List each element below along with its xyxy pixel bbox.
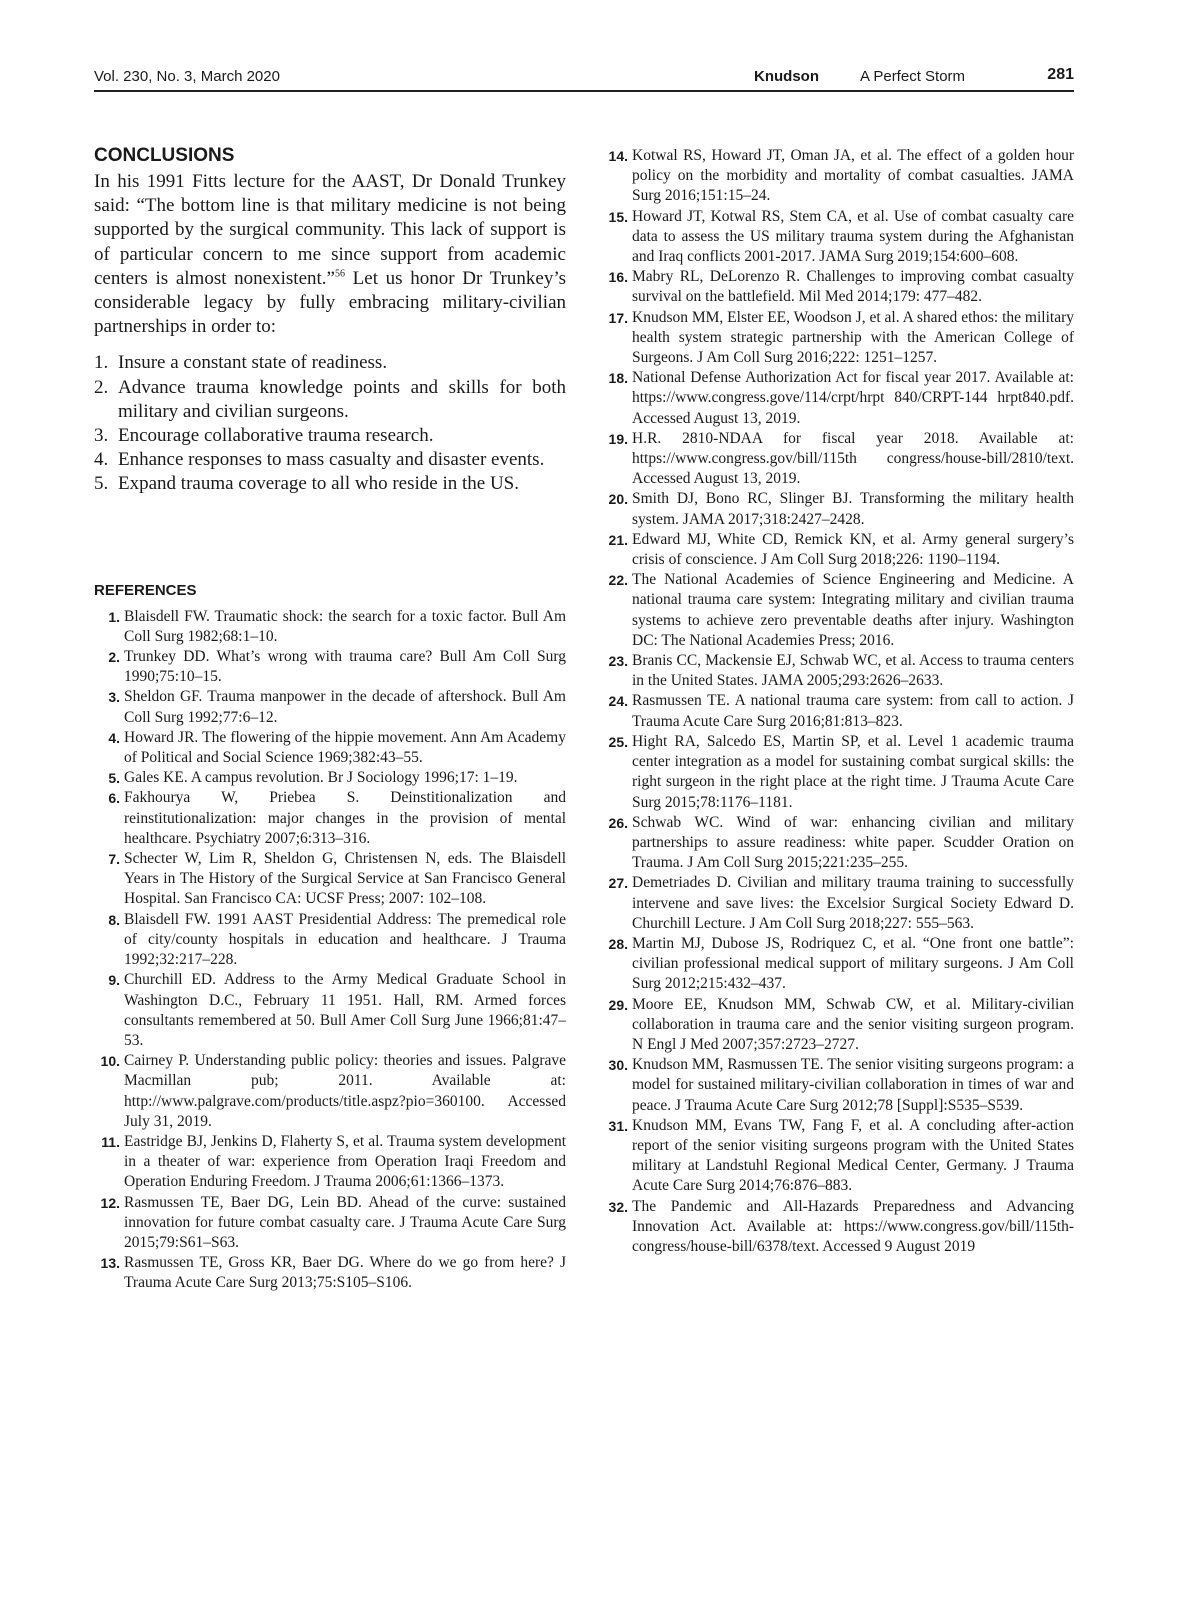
reference-text: Kotwal RS, Howard JT, Oman JA, et al. The effect of a golden hour policy on the morbidity and mortality of combat casualties. JAMA Surg 2016;151:15–24. — [632, 147, 1074, 205]
conclusion-item: 2. Advance trauma knowledge points and skills for both military and civilian surgeons. — [94, 376, 566, 422]
reference-number: 26. — [608, 814, 628, 831]
reference-number: 23. — [608, 653, 628, 670]
reference-item — [602, 1197, 1074, 1258]
reference-item — [94, 1132, 566, 1193]
reference-number: 12. — [100, 1194, 120, 1211]
reference-text: Sheldon GF. Trauma manpower in the decade of aftershock. Bull Am Coll Surg 1992;77:6–12. — [124, 688, 566, 726]
reference-text: Howard JT, Kotwal RS, Stem CA, et al. Use of combat casualty care data to assess the US military trauma system during the Afghanistan and Iraq conflicts 2001-2017. JAMA Surg 2019;154:600–608. — [632, 207, 1074, 266]
conclusions-heading: CONCLUSIONS — [94, 145, 235, 166]
reference-number: 30. — [608, 1057, 628, 1074]
reference-text: Gales KE. A campus revolution. Br J Sociology 1996;17: 1–19. — [124, 769, 518, 787]
reference-text: Rasmussen TE, Gross KR, Baer DG. Where do we go from here? J Trauma Acute Care Surg 2013;75:S105–S106. — [124, 1254, 566, 1292]
reference-number: 15. — [608, 208, 628, 225]
reference-item — [94, 728, 566, 768]
reference-item — [602, 429, 1074, 490]
reference-text: Trunkey DD. What’s wrong with trauma care? Bull Am Coll Surg 1990;75:10–15. — [124, 648, 566, 686]
page-number: 281 — [1047, 66, 1074, 83]
reference-text: Martin MJ, Dubose JS, Rodriquez C, et al. “One front one battle”: civilian professional medical support of military surgeons. J Am Coll Surg 2012;215:432–437. — [632, 934, 1074, 993]
reference-text: Hight RA, Salcedo ES, Martin SP, et al. Level 1 academic trauma center integration as a model for sustaining combat surgical skills: the right surgeon in the right place at the right time. J Trauma Acute Care Surg 2015;78:1176–1181. — [632, 732, 1074, 811]
reference-number: 22. — [608, 572, 628, 589]
conclusion-item: 3. Encourage collaborative trauma research. — [94, 425, 434, 447]
reference-number: 31. — [608, 1117, 628, 1134]
reference-number: 25. — [608, 733, 628, 750]
reference-number: 8. — [108, 911, 120, 928]
reference-text: Blaisdell FW. 1991 AAST Presidential Address: The premedical role of city/county hospitals in education and healthcare. J Trauma 1992;32:217–228. — [124, 910, 566, 969]
conclusion-item: 5. Expand trauma coverage to all who reside in the US. — [94, 473, 519, 495]
reference-item — [602, 308, 1074, 369]
reference-number: 10. — [100, 1053, 120, 1070]
reference-number: 18. — [608, 370, 628, 387]
reference-item — [94, 849, 566, 910]
journal-issue: Vol. 230, No. 3, March 2020 — [94, 68, 280, 85]
conclusions-list — [94, 351, 566, 496]
reference-number: 1. — [108, 608, 120, 625]
reference-item — [602, 146, 1074, 207]
reference-number: 6. — [108, 790, 120, 807]
reference-item — [94, 768, 566, 788]
reference-item — [602, 732, 1074, 813]
reference-item — [94, 1051, 566, 1132]
reference-number: 17. — [608, 309, 628, 326]
reference-number: 14. — [608, 148, 628, 164]
running-title: A Perfect Storm — [860, 68, 966, 85]
references-list-left — [94, 607, 566, 1294]
reference-number: 9. — [108, 972, 120, 989]
reference-number: 7. — [108, 851, 120, 868]
reference-number: 13. — [100, 1255, 120, 1272]
reference-number: 2. — [108, 649, 120, 666]
left-column — [94, 144, 566, 1294]
reference-number: 32. — [608, 1198, 628, 1215]
reference-item — [602, 1116, 1074, 1197]
reference-number: 29. — [608, 996, 628, 1013]
reference-number: 16. — [608, 269, 628, 286]
reference-number: 21. — [608, 531, 628, 548]
references-heading: REFERENCES — [94, 581, 197, 599]
reference-text: Mabry RL, DeLorenzo R. Challenges to improving combat casualty survival on the battlefield. Mil Med 2014;179: 477–482. — [632, 268, 1074, 306]
reference-text: Churchill ED. Address to the Army Medical Graduate School in Washington D.C., February 11 1951. Hall, RM. Armed forces consultants remembered at 50. Bull Amer Coll Surg June 1966;81:47–53. — [124, 971, 566, 1049]
reference-text: Blaisdell FW. Traumatic shock: the search for a toxic factor. Bull Am Coll Surg 1982;68:1–10. — [124, 607, 566, 645]
conclusions-paragraph — [94, 170, 566, 339]
reference-text: The National Academies of Science Engineering and Medicine. A national trauma care system: Integrating military and civilian trauma systems to achieve zero preventable deaths after injury. Washington DC: The National Academies Press; 2016. — [632, 571, 1074, 649]
references-list-right — [602, 146, 1074, 1257]
reference-item — [602, 570, 1074, 651]
conclusion-item: 4. Enhance responses to mass casualty and disaster events. — [94, 449, 545, 471]
reference-item — [602, 651, 1074, 691]
reference-text: Cairney P. Understanding public policy: theories and issues. Palgrave Macmillan pub; 2011. Available at: http://www.palgrave.com/products/title.aspz?pio=360100. Accessed July 31, 2019. — [124, 1052, 566, 1130]
reference-item — [94, 1193, 566, 1254]
right-column — [602, 146, 1074, 1257]
reference-item — [94, 1253, 566, 1293]
reference-number: 4. — [108, 729, 120, 746]
conclusions-text-before: In his 1991 Fitts lecture for the AAST, Dr Donald Trunkey said: “The bottom line is that military medicine is not being supported by the surgical community. This lack of support is of particular concern to me since support from academic centers is almost nonexistent.” — [94, 171, 566, 289]
reference-text: National Defense Authorization Act for fiscal year 2017. Available at: https://www.congress.gove/114/crpt/hrpt 840/CRPT-144 hrpt840.pdf. Accessed August 13, 2019. — [632, 369, 1074, 427]
reference-item — [94, 647, 566, 687]
reference-number: 5. — [108, 770, 120, 787]
reference-text: Smith DJ, Bono RC, Slinger BJ. Transforming the military health system. JAMA 2017;318:2427–2428. — [632, 490, 1074, 528]
reference-text: Eastridge BJ, Jenkins D, Flaherty S, et al. Trauma system development in a theater of war: experience from Operation Iraqi Freedom and Operation Enduring Freedom. J Trauma 2006;61:1366–1373. — [124, 1132, 566, 1191]
conclusions-text-after: Let us honor Dr Trunkey’s considerable legacy by fully embracing military-civilian partnerships in order to: — [94, 267, 566, 338]
reference-item — [602, 1055, 1074, 1116]
citation-superscript: 56 — [334, 268, 345, 280]
reference-number: 27. — [608, 875, 628, 892]
reference-item — [94, 970, 566, 1051]
reference-text: Moore EE, Knudson MM, Schwab CW, et al. Military-civilian collaboration in trauma care and the senior visiting surgeon program. N Engl J Med 2007;357:2723–2727. — [632, 995, 1074, 1053]
reference-number: 3. — [108, 689, 120, 706]
reference-text: Howard JR. The flowering of the hippie movement. Ann Am Academy of Political and Social Science 1969;382:43–55. — [124, 728, 566, 767]
reference-item — [602, 368, 1074, 429]
reference-item — [602, 873, 1074, 934]
reference-text: Rasmussen TE, Baer DG, Lein BD. Ahead of the curve: sustained innovation for future combat casualty care. J Trauma Acute Care Surg 2015;79:S61–S63. — [124, 1193, 566, 1251]
reference-item — [602, 691, 1074, 731]
reference-text: The Pandemic and All-Hazards Preparedness and Advancing Innovation Act. Available at: https://www.congress.gov/bill/115th-congress/house-bill/6378/text. Accessed 9 August 2019 — [632, 1197, 1074, 1255]
reference-item — [602, 813, 1074, 874]
reference-text: Fakhourya W, Priebea S. Deinstitionalization and reinstitutionalization: major changes in the provision of mental healthcare. Psychiatry 2007;6:313–316. — [124, 789, 566, 847]
reference-item — [602, 934, 1074, 995]
reference-item — [602, 530, 1074, 570]
running-author: Knudson — [754, 68, 819, 85]
reference-number: 24. — [608, 693, 628, 710]
reference-text: Knudson MM, Rasmussen TE. The senior visiting surgeons program: a model for sustained military-civilian collaboration in times of war and peace. J Trauma Acute Care Surg 2012;78 [Suppl]:S535–S539. — [632, 1056, 1074, 1114]
reference-text: Edward MJ, White CD, Remick KN, et al. Army general surgery’s crisis of conscience. J Am Coll Surg 2018;226: 1190–1194. — [632, 530, 1074, 569]
reference-text: Rasmussen TE. A national trauma care system: from call to action. J Trauma Acute Care Surg 2016;81:813–823. — [632, 692, 1074, 730]
reference-item — [602, 207, 1074, 268]
reference-number: 28. — [608, 935, 628, 952]
reference-text: Schecter W, Lim R, Sheldon G, Christensen N, eds. The Blaisdell Years in The History of the Surgical Service at San Francisco General Hospital. San Francisco CA: UCSF Press; 2007: 102–108. — [124, 850, 566, 908]
reference-number: 11. — [101, 1133, 120, 1150]
reference-number: 20. — [608, 491, 628, 508]
reference-item — [602, 489, 1074, 529]
reference-text: Knudson MM, Evans TW, Fang F, et al. A concluding after-action report of the senior visiting surgeons program with the United States military at Landstuhl Regional Medical Center, Germany. J Trauma Acute Care Surg 2014;76:876–883. — [632, 1116, 1074, 1195]
reference-item — [94, 910, 566, 971]
reference-number: 19. — [608, 430, 628, 447]
conclusion-item: 1. Insure a constant state of readiness. — [94, 352, 388, 374]
reference-text: H.R. 2810-NDAA for fiscal year 2018. Available at: https://www.congress.gov/bill/115th congress/house-bill/2810/text. Accessed August 13, 2019. — [632, 429, 1074, 488]
running-header — [94, 66, 1074, 92]
reference-item — [94, 607, 566, 647]
reference-item — [94, 687, 566, 727]
reference-text: Knudson MM, Elster EE, Woodson J, et al. A shared ethos: the military health system strategic partnership with the American College of Surgeons. J Am Coll Surg 2016;222: 1251–1257. — [632, 308, 1074, 367]
reference-item — [602, 995, 1074, 1056]
reference-text: Branis CC, Mackensie EJ, Schwab WC, et al. Access to trauma centers in the United States. JAMA 2005;293:2626–2633. — [632, 652, 1074, 690]
reference-text: Schwab WC. Wind of war: enhancing civilian and military partnerships to assure readiness: white paper. Scudder Oration on Trauma. J Am Coll Surg 2015;221:235–255. — [632, 813, 1074, 872]
reference-item — [94, 788, 566, 849]
reference-item — [602, 267, 1074, 307]
reference-text: Demetriades D. Civilian and military trauma training to successfully intervene and save lives: the Excelsior Surgical Society Edward D. Churchill Lecture. J Am Coll Surg 2018;227: 555–563. — [632, 874, 1074, 932]
